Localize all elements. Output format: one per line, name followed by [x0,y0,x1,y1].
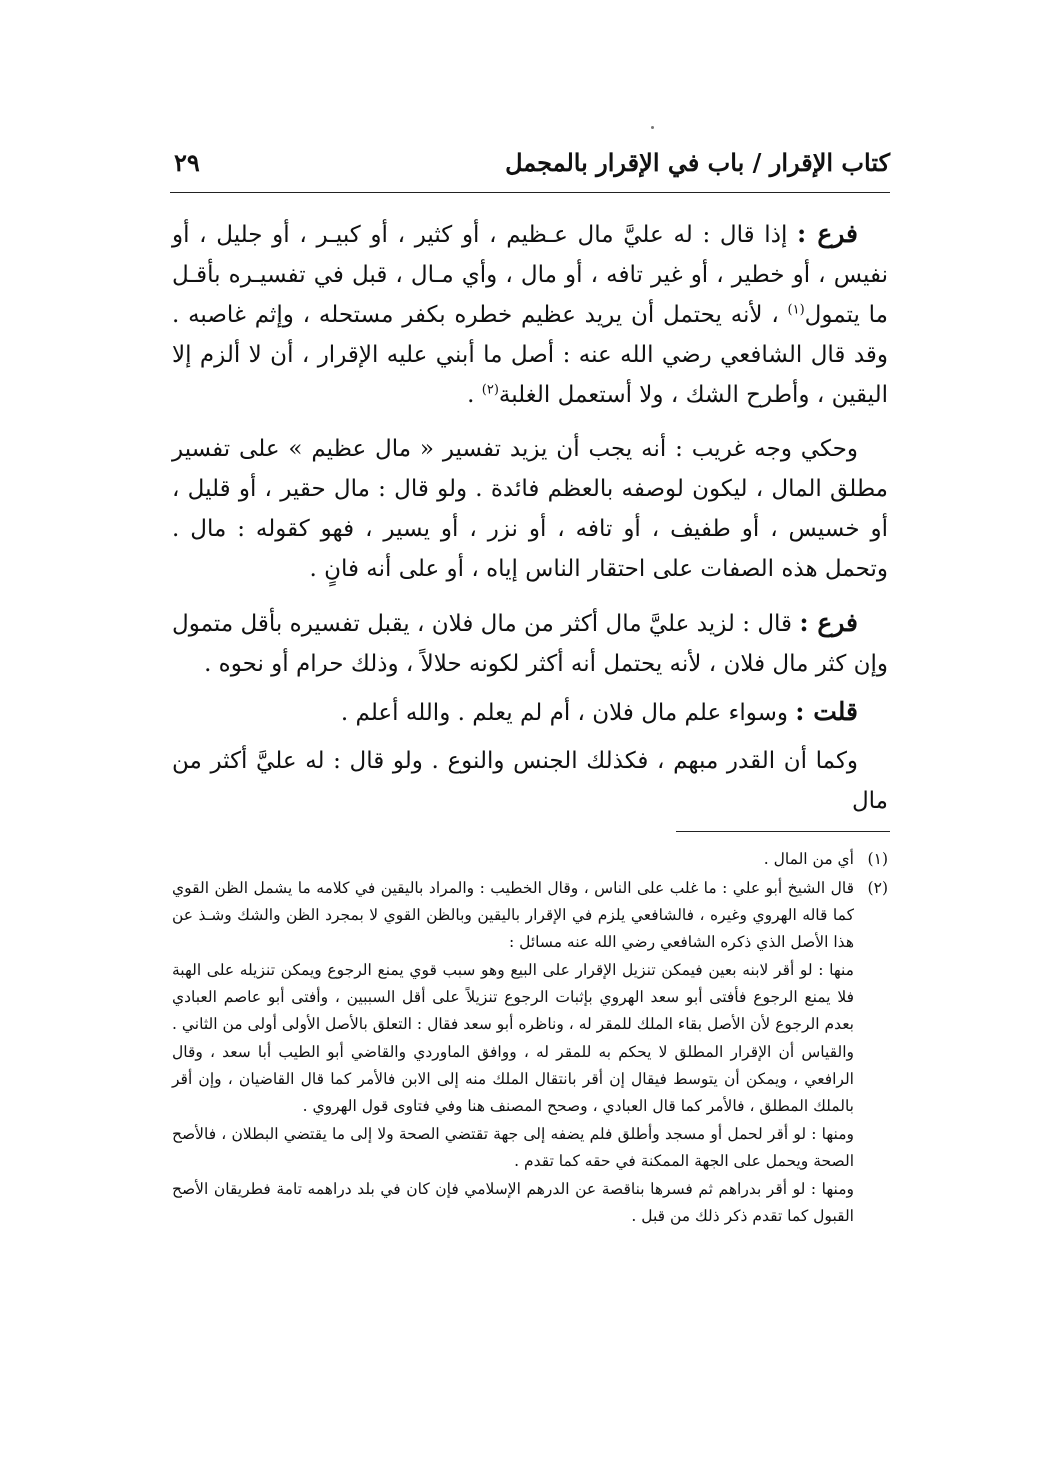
main-text [172,214,888,835]
running-header [170,148,890,192]
print-speck [651,126,654,129]
footnote-1 [172,846,888,873]
footnote-2-para-4: ومنها : لو أقر لحمل أو مسجد وأطلق فلم يضفه إلى جهة تقتضي الصحة ولا إلى ما يقتضي البطلان ، فالأصح الصحة ويحمل على الجهة الممكنة في حقه كما تقدم . [172,1125,854,1170]
header-divider [170,192,890,193]
footnote-2-number: (٢) [867,879,888,897]
paragraph-5: وكما أن القدر مبهم ، فكذلك الجنس والنوع . ولو قال : له عليَّ أكثر من مال [172,748,888,814]
footnote-2-para-3: والقياس أن الإقرار المطلق لا يحكم به للمقر له ، ووافق الماوردي والقاضي أبو الطيب أبا سعد ، وقال الرافعي ، ويمكن أن يتوسط فيقال إن أقر بانتقال الملك منه إلى الابن فالأمر كما قال القاضيان ، وإن أقر بالملك المطلق ، فالأمر كما قال العبادي ، وصحح المصنف هنا وفي فتاوى قول الهروي . [172,1043,854,1115]
paragraph-4-lead: قلت : [795,697,858,726]
footnote-2-para-2: منها : لو أقر لابنه بعين فيمكن تنزيل الإقرار على البيع وهو سبب قوي يمنع الرجوع ويمكن تنزيله على الهبة فلا يمنع الرجوع فأفتى أبو سعد الهروي بإثبات الرجوع تنزيلاً على أقل السببين ، وأفتى أبو عاصم العبادي بعدم الرجوع لأن الأصل بقاء الملك للمقر له ، وناظره أبو سعد فقال : التعلق بالأصل الأولى أولى من الثاني . [172,961,854,1033]
paragraph-3-lead: فرع : [799,608,858,637]
paragraph-1 [172,214,888,415]
footnote-2-para-1: قال الشيخ أبو علي : ما غلب على الناس ، وقال الخطيب : والمراد باليقين في كلامه ما يشمل الظن القوي كما قاله الهروي وغيره ، فالشافعي يلزم في الإقرار باليقين وبالظن القوي لا بمجرد الظن والشك وشـذ عن هذا الأصل الذي ذكره الشافعي رضي الله عنه مسائل : [172,879,854,951]
paragraph-3-text: قال : لزيد عليَّ مال أكثر من مال فلان ، يقبل تفسيره بأقل متمول وإن كثر مال فلان ، لأنه يحتمل أنه أكثر لكونه حلالاً ، وذلك حرام أو نحوه . [172,611,888,677]
paragraph-1-text-a: إذا قال : له عليَّ مال عـظيم ، أو كثير ، أو كبيـر ، أو جليل ، أو نفيس ، أو خطير ، أو غير تافه ، أو مال ، وأي مـال ، قبل في تفسيـره بأقـل ما يتمول [172,222,888,328]
footnote-2 [172,875,888,1230]
paragraph-3 [172,603,888,684]
header-title: كتاب الإقرار / باب في الإقرار بالمجمل [505,148,890,177]
footnote-ref-1[interactable]: (١) [787,302,805,318]
paragraph-4-text: وسواء علم مال فلان ، أم لم يعلم . والله أعلم . [340,700,796,726]
footnote-2-para-5: ومنها : لو أقر بدراهم ثم فسرها بناقصة عن الدرهم الإسلامي فإن كان في بلد دراهمه تامة فطريقان الأصح القبول كما تقدم ذكر ذلك من قبل . [172,1180,854,1225]
footnote-ref-2[interactable]: (٢) [481,382,499,398]
paragraph-1-lead: فرع : [797,219,859,248]
footnote-1-text: أي من المال . [763,850,854,868]
footnotes [172,846,888,1232]
footnote-1-number: (١) [867,850,888,868]
page-number: ٢٩ [174,148,200,177]
paragraph-1-text-c: . [467,382,482,408]
paragraph-2: وحكي وجه غريب : أنه يجب أن يزيد تفسير « مال عظيم » على تفسير مطلق المال ، ليكون لوصفه بالعظم فائدة . ولو قال : مال حقير ، أو قليل ، أو خسيس ، أو طفيف ، أو تافه ، أو نزر ، أو يسير ، فهو كقوله : مال . وتحمل هذه الصفات على احتقار الناس إياه ، أو على أنه فانٍ . [172,436,888,582]
footnote-divider [676,831,890,832]
paragraph-4 [172,692,888,733]
paragraph-1-text-b: ، لأنه يحتمل أن يريد عظيم خطره بكفر مستحله ، وإثم غاصبه . وقد قال الشافعي رضي الله عنه : أصل ما أبني عليه الإقرار ، أن لا ألزم إلا اليقين ، وأطرح الشك ، ولا أستعمل الغلبة [172,302,888,408]
